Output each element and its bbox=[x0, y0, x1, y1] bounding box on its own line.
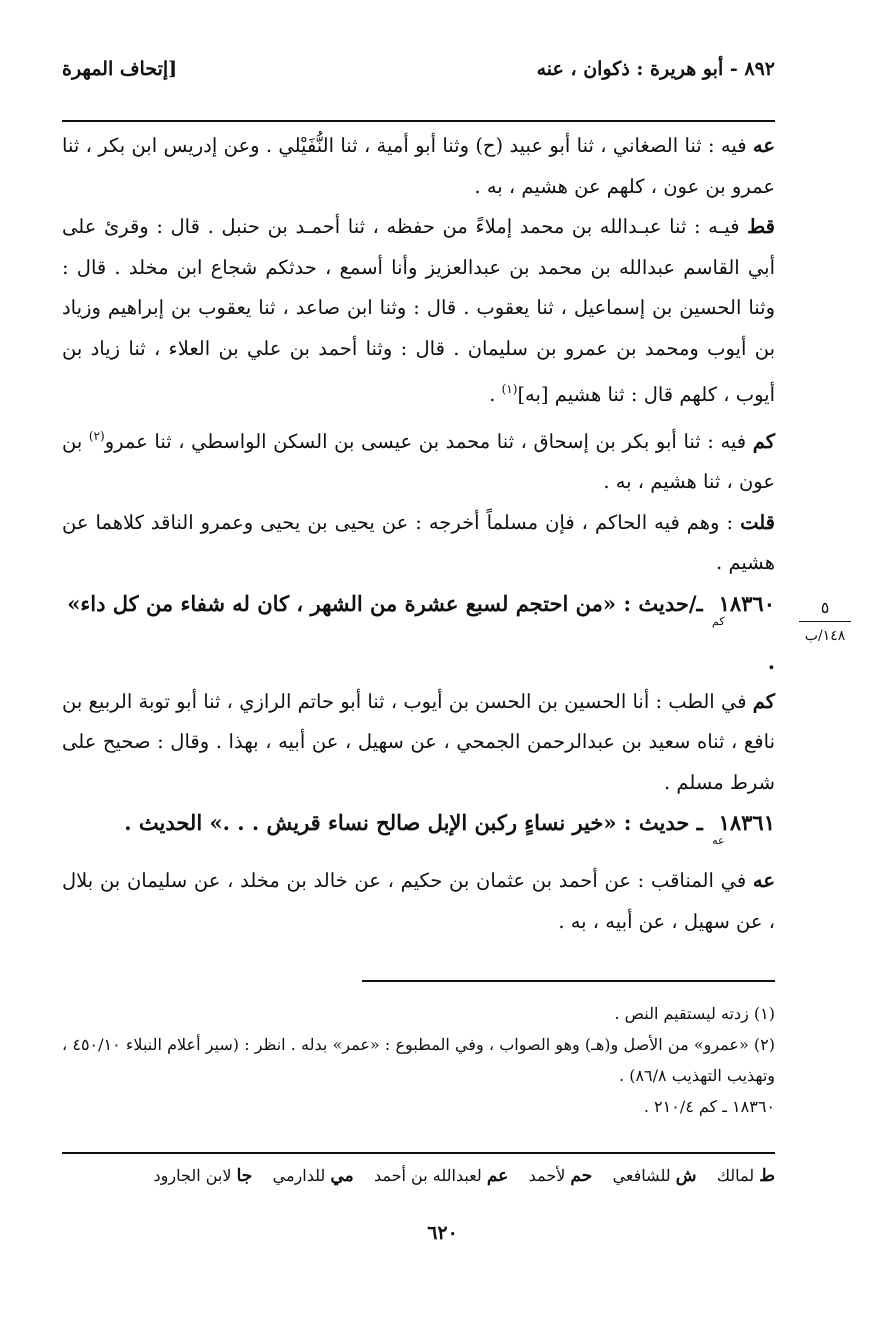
abbreviation-label: لأحمد bbox=[528, 1166, 571, 1185]
source-key: قط bbox=[747, 215, 775, 238]
hadith-number: ١٨٣٦٠ bbox=[718, 590, 775, 616]
abbreviation-code: عم bbox=[486, 1166, 509, 1186]
abbreviation-rule bbox=[62, 1152, 775, 1154]
abbreviation-label: للدارمي bbox=[272, 1166, 331, 1185]
footnote: (٢) «عمرو» من الأصل و(هـ) وهو الصواب ، وفي المطبوع : «عمر» بدله . انظر : (سير أعلام النبلاء ٤٥٠/١٠ ، وتهذيب التهذيب ٨٦/٨) . bbox=[62, 1035, 776, 1085]
footnote-ref: (٢) bbox=[88, 428, 105, 443]
abbreviation-label: لابن الجارود bbox=[153, 1166, 237, 1185]
abbreviation-item bbox=[154, 1166, 253, 1185]
paragraph bbox=[62, 207, 775, 416]
paragraph-text: : وهم فيه الحاكم ، فإن مسلماً أخرجه : عن يحيى بن يحيى وعمرو الناقد كلاهما عن هشيم . bbox=[62, 510, 775, 574]
source-key: عه bbox=[752, 134, 775, 157]
header-book-title: [إتحاف المهرة bbox=[62, 58, 178, 80]
hadith-source-mark: كم bbox=[712, 614, 725, 628]
abbreviation-code: حم bbox=[570, 1166, 593, 1186]
abbreviation-key bbox=[62, 1166, 775, 1186]
margin-note-bar bbox=[799, 621, 851, 622]
hadith-text: ـ/حديث : «من احتجم لسبع عشرة من الشهر ، كان له شفاء من كل داء» . bbox=[67, 590, 775, 674]
source-key: كم bbox=[752, 689, 775, 713]
abbreviation-code: ط bbox=[759, 1166, 775, 1186]
hadith-number: ١٨٣٦١ bbox=[718, 810, 775, 835]
abbreviation-label: للشافعي bbox=[612, 1166, 676, 1185]
hadith-heading bbox=[62, 803, 775, 861]
paragraph bbox=[62, 861, 775, 942]
main-text bbox=[62, 126, 775, 942]
footnote-ref: (١) bbox=[501, 382, 518, 396]
abbreviation-label: لمالك bbox=[716, 1166, 760, 1185]
abbreviation-item bbox=[273, 1166, 354, 1185]
page-number: ٦٢٠ bbox=[427, 1222, 458, 1244]
abbreviation-item bbox=[374, 1166, 508, 1185]
paragraph-text: فيه : ثنا الصغاني ، ثنا أبو عبيد (ح) وثنا أبو أمية ، ثنا النُّفَيْلي . وعن إدريس ابن بكر ، ثنا عمرو بن عون ، كلهم عن هشيم ، به . bbox=[62, 134, 775, 198]
paragraph-text: فيـه : ثنا عبـدالله بن محمد إملاءً من حفظه ، ثنا أحمـد بن حنبل . قال : وقرئ على أبي القاسم عبدالله بن محمد بن عبدالعزيز وأنا أسمع ، حدثكم شجاع ابن مخلد . قال : وثنا الحسين بن إسماعيل ، ثنا يعقوب . قال : وثنا ابن صاعد ، ثنا يعقوب بن إبراهيم وزياد بن أيوب ومحمد بن عمرو بن سليمان . قال : وثنا أحمد بن علي بن العلاء ، ثنا زياد بن أيوب ، كلهم قال : ثنا هشيم [به] bbox=[62, 215, 775, 406]
footnote-rule bbox=[362, 980, 775, 982]
abbreviation-label: لعبدالله بن أحمد bbox=[373, 1166, 487, 1185]
paragraph-text: في المناقب : عن أحمد بن عثمان بن حكيم ، عن خالد بن مخلد ، عن سليمان بن بلال ، عن سهيل ، عن أبيه ، به . bbox=[62, 869, 775, 933]
paragraph bbox=[62, 682, 775, 804]
abbreviation-code: ش bbox=[675, 1166, 697, 1186]
hadith-source-mark: عه bbox=[712, 834, 725, 847]
header-rule bbox=[62, 120, 775, 122]
footnote: ١٨٣٦٠ ـ كم ٢١٠/٤ . bbox=[643, 1097, 775, 1116]
paragraph-text: في الطب : أنا الحسين بن الحسن بن أيوب ، ثنا أبو حاتم الرازي ، ثنا أبو توبة الربيع بن نافع ، ثناه سعيد بن عبدالرحمن الجمحي ، عن سهيل ، عن أبيه ، بهذا . وقال : صحيح على شرط مسلم . bbox=[62, 689, 775, 794]
abbreviation-item bbox=[529, 1166, 593, 1185]
source-key: قلت bbox=[740, 510, 775, 534]
margin-note-ref: ١٤٨/ب bbox=[804, 628, 846, 644]
abbreviation-item bbox=[613, 1166, 697, 1185]
header-title: ٨٩٢ - أبو هريرة : ذكوان ، عنه bbox=[536, 58, 775, 80]
margin-note bbox=[795, 598, 855, 644]
hadith-text: ـ حديث : «خير نساءٍ ركبن الإبل صالح نساء قريش . . .» الحديث . bbox=[124, 810, 711, 835]
margin-note-number: ٥ bbox=[820, 598, 830, 617]
hadith-heading bbox=[62, 584, 775, 682]
paragraph bbox=[62, 416, 775, 503]
abbreviation-item bbox=[717, 1166, 775, 1185]
abbreviation-code: مي bbox=[330, 1166, 354, 1186]
paragraph bbox=[62, 503, 775, 584]
paragraph-text: بن عون ، ثنا هشيم ، به . bbox=[62, 429, 775, 493]
paragraph-text: . bbox=[489, 383, 502, 406]
abbreviation-code: جا bbox=[236, 1166, 253, 1186]
paragraph-text: فيه : ثنا أبو بكر بن إسحاق ، ثنا محمد بن عيسى بن السكن الواسطي ، ثنا عمرو bbox=[104, 429, 753, 453]
source-key: كم bbox=[752, 429, 775, 453]
footnotes bbox=[62, 998, 775, 1122]
paragraph bbox=[62, 126, 775, 207]
footnote: (١) زدته ليستقيم النص . bbox=[614, 1004, 775, 1023]
running-header bbox=[62, 58, 775, 98]
source-key: عه bbox=[752, 869, 775, 892]
